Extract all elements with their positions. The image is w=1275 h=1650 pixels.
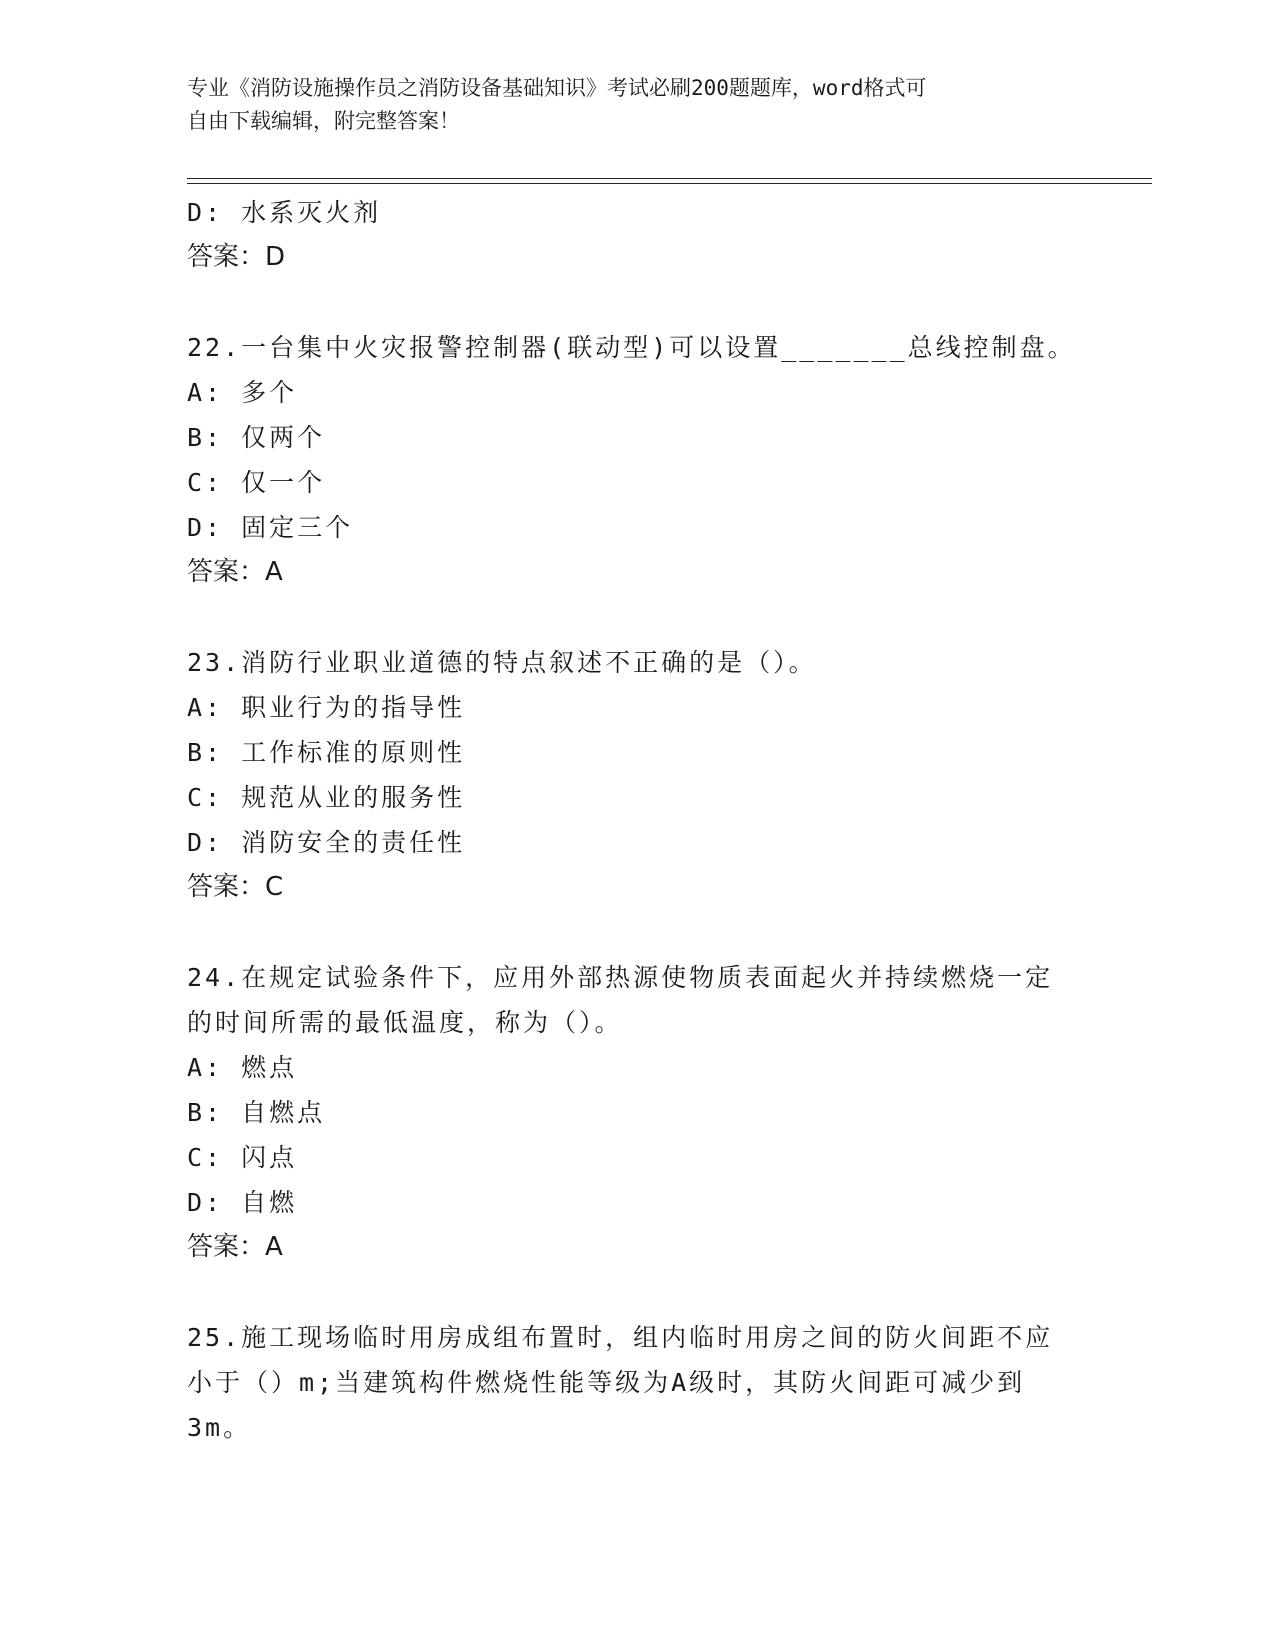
header-line-1: 专业《消防设施操作员之消防设备基础知识》考试必刷200题题库，word格式可	[187, 76, 927, 100]
prev-option-d: D: 水系灭火剂	[187, 198, 382, 227]
question-text-cont: 3m。	[187, 1413, 252, 1442]
question-text-cont: 的时间所需的最低温度，称为（）。	[187, 1008, 623, 1037]
option-a: A: 燃点	[187, 1053, 298, 1082]
question-content	[187, 190, 1087, 1450]
option-b: B: 仅两个	[187, 423, 326, 452]
answer: 答案：C	[187, 872, 284, 902]
question-25	[187, 1315, 1087, 1450]
option-b: B: 工作标准的原则性	[187, 738, 466, 767]
spacer	[187, 910, 1087, 955]
answer: 答案：A	[187, 557, 283, 587]
header-divider-bottom	[187, 183, 1152, 184]
option-a: A: 多个	[187, 378, 298, 407]
option-c: C: 仅一个	[187, 468, 326, 497]
header-line-2: 自由下载编辑，附完整答案！	[187, 109, 460, 133]
option-b: B: 自燃点	[187, 1098, 326, 1127]
option-c: C: 闪点	[187, 1143, 298, 1172]
option-d: D: 自燃	[187, 1188, 298, 1217]
option-d: D: 消防安全的责任性	[187, 828, 466, 857]
question-22	[187, 325, 1087, 595]
prev-answer: 答案：D	[187, 242, 286, 272]
answer: 答案：A	[187, 1232, 283, 1262]
question-text: 25.施工现场临时用房成组布置时，组内临时用房之间的防火间距不应	[187, 1323, 1054, 1352]
question-text: 24.在规定试验条件下，应用外部热源使物质表面起火并持续燃烧一定	[187, 963, 1054, 992]
document-header	[187, 72, 1087, 138]
header-divider-top	[187, 178, 1152, 179]
question-24	[187, 955, 1087, 1270]
spacer	[187, 595, 1087, 640]
question-23	[187, 640, 1087, 910]
spacer	[187, 280, 1087, 325]
question-text: 22.一台集中火灾报警控制器(联动型)可以设置_______总线控制盘。	[187, 333, 1076, 362]
option-c: C: 规范从业的服务性	[187, 783, 466, 812]
option-a: A: 职业行为的指导性	[187, 693, 466, 722]
option-d: D: 固定三个	[187, 513, 354, 542]
spacer	[187, 1270, 1087, 1315]
question-text-cont: 小于（）m;当建筑构件燃烧性能等级为A级时，其防火间距可减少到	[187, 1368, 1026, 1397]
question-text: 23.消防行业职业道德的特点叙述不正确的是（）。	[187, 648, 817, 677]
